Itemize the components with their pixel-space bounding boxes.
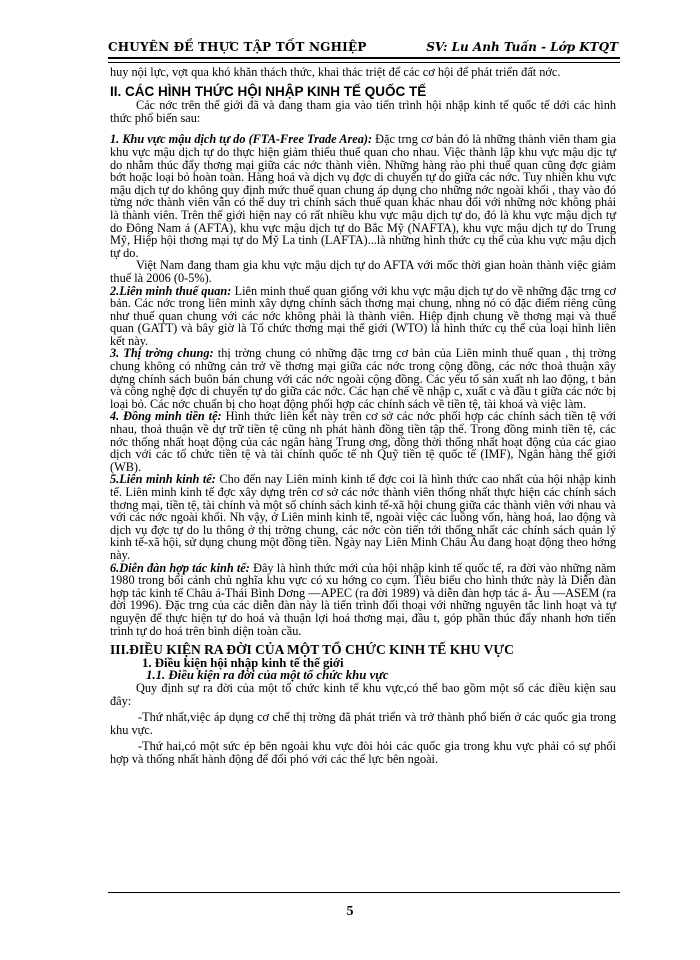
fta-paragraph <box>110 133 616 259</box>
vietnam-afta-paragraph: Việt Nam đang tham gia khu vực mậu dịch tự do AFTA với mốc thời gian hoàn thành việc giảm thuế là 2006 (0-5%). <box>110 258 616 285</box>
forum-text: Đây là hình thức mới của hội nhập kinh tế quốc tế, ra đời vào những năm 1980 trong bối cảnh chủ nghĩa khu vực có xu hớng co cụm. Tiêu biểu cho hình thức này là Diễn đàn hợp tác kinh tế Châu á-Thái Bình Dơng —APEC (ra đời 1989) và diễn đàn hợp tác á- Âu —ASEM (ra đời 1996). Đặc trng của các diễn đàn này là tiến trình đối thoại với những nguyên tắc linh hoạt và tự nguyện để thực hiện tự do hoá và thuận lợi hoá thơng mại, đầu t, góp phần thúc đẩy nhanh hơn tiến trình tự do hoá trên bình diện toàn cầu. <box>110 560 616 638</box>
customs-union-lead: 2.Liên minh thuế quan: <box>110 283 232 298</box>
economic-union-paragraph <box>110 473 616 561</box>
page-number: 5 <box>346 904 354 919</box>
economic-union-lead: 5.Liên minh kinh tế: <box>110 472 216 487</box>
fta-text: Đặc trng cơ bản đó là những thành viên tham gia khu vực mậu dịch tự do thực hiện giảm thiểu thuế quan cho nhau. Việc thành lập khu vực mậu dịc tự do nhằm thúc đẩy thơng mại giữa các nớc thành viên. Những hàng rào phi thuế quan cũng đợc giảm bớt hoặc loại bỏ hoàn toàn. Hàng hoá và dịch vụ đợc di chuyển tự do giữa các nớc. Tuy nhiên khu vực mậu dịch tự do không quy định mức thuế quan chung áp dụng cho những nớc ngoài khối , thay vào đó từng nớc thành viên vẫn có thể duy trì chính sách thuế quan khác nhau đối với những nớc không phải là thành viên. Trên thế giới hiện nay có rất nhiều khu vực mậu dịch tự do, đó là khu vực mậu dịch tự do Đông Nam á (AFTA), khu vực mậu dịch tự do Bắc Mỹ (NAFTA), khu vực mậu dịch tự do Trung Mỹ, Hiệp hội thơng mại tự do Mỹ La tinh (LAFTA)...là những hình thức cụ thể của khu vực mậu dịch tự do. <box>110 132 616 260</box>
section-2-heading: II. CÁC HÌNH THỨC HỘI NHẬP KINH TẾ QUỐC TẾ <box>110 83 427 99</box>
condition-2: -Thứ hai,có một sức ép bên ngoài khu vực đòi hỏi các quốc gia trong khu vực phải có sự phối hợp và thống nhất hành động để đối phó với các thế lực bên ngoài. <box>110 739 616 766</box>
common-market-text: thị trờng chung có những đặc trng cơ bản của Liên minh thuế quan , thị trờng chung không có những cản trở về thơng mại giữa các nớc trong cộng đồng, các nớc thoả thuận xây dựng chính sách buôn bán chung với các nớc ngoài cộng đồng. Các yếu tố sản xuất nh lao động, t bản và công nghệ đợc di chuyển tự do giữa các nớc. Các hạn chế về nhập c, xuất c và đầu t giữa các nớc bị loại bỏ. Các nớc chuẩn bị cho hoạt động phối hợp các chính sách về tiền tệ, tài khoá và việc làm. <box>110 346 616 411</box>
monetary-union-text: Hình thức liên kết này trên cơ sở các nớc phối hợp các chính sách tiền tệ với nhau, thoả thuận về dự trữ tiền tệ cũng nh phát hành đồng tiền tập thể. Trong đồng minh tiền tệ, các nớc thống nhất hoạt động của các ngân hàng Trung ơng, đồng thời thống nhất hoạt động của các giao dịch với các tổ chức tiền tệ và tài chính quốc tế nh Quỹ tiền tệ quốc tế (IMF), Ngân hàng thế giới (WB). <box>110 409 616 474</box>
running-header <box>108 40 618 56</box>
forum-lead: 6.Diễn đàn hợp tác kinh tế: <box>110 560 250 575</box>
conditions-intro: Quy định sự ra đời của một tổ chức kinh tế khu vực,có thể bao gồm một số các điều kiện sau đây: <box>110 680 616 708</box>
subsection-1-1-heading: 1.1. Điều kiện ra đời của một tổ chức khu vực <box>146 668 389 683</box>
header-title: CHUYÊN ĐỀ THỰC TẬP TỐT NGHIỆP <box>108 40 367 54</box>
monetary-union-lead: 4. Đồng minh tiền tệ: <box>110 409 222 424</box>
customs-union-text: Liên minh thuế quan giống với khu vực mậu dịch tự do về những đặc trng cơ bản. Các nớc trong liên minh xây dựng chính sách thơng mại chung, nhng nó có đặc điểm riêng cũng như thuế quan chung với các nớc không phải là thành viên. Hiệp định chung về thơng mại và thuế quan (GATT) và bây giờ là Tổ chức thơng mại thế giới (WTO) là hình thức cụ thể của loại hình liên kết này. <box>110 283 616 348</box>
common-market-lead: 3. Thị trờng chung: <box>110 346 214 361</box>
header-rule-thick <box>108 57 620 59</box>
forum-paragraph <box>110 562 616 638</box>
fta-lead: 1. Khu vực mậu dịch tự do (FTA-Free Trade Area): <box>110 132 373 147</box>
document-body <box>110 66 616 765</box>
customs-union-paragraph <box>110 285 616 348</box>
header-author: SV: Lu Anh Tuấn - Lớp KTQT <box>426 40 618 54</box>
intro-tail-paragraph: huy nội lực, vợt qua khó khăn thách thức, khai thác triệt để các cơ hội để phát triển đất nớc. <box>110 65 561 79</box>
header-rule-thin <box>108 62 620 63</box>
section-2-intro: Các nớc trên thế giới đã và đang tham gia vào tiến trình hội nhập kinh tế quốc tế dới các hình thức phổ biến sau: <box>110 98 616 125</box>
monetary-union-paragraph <box>110 410 616 473</box>
economic-union-text: Cho đến nay Liên minh kinh tế đợc coi là hình thức cao nhất của hội nhập kinh tế. Liên minh kinh tế đợc xây dựng trên cơ sở các nớc thành viên thống nhất thực hiện các chính sách thơng mại, tiền tệ, tài chính và một số chính sách kinh tế-xã hội chung giữa các thành viên với nhau và với các nớc ngoài khối. Nh vậy, ở Liên minh kinh tế, ngoài việc các luồng vốn, hàng hoá, lao động và dịch vụ đợc tự do lu thông ở thị trờng chung, các nớc còn tiến tới thống nhất các chính sách quản lý kinh tế-xã hội, sử dụng chung một đồng tiền. Ngày nay Liên Minh Châu Âu đang hoạt động theo hớng này. <box>110 472 616 562</box>
section-3-heading: III.ĐIỀU KIỆN RA ĐỜI CỦA MỘT TỔ CHỨC KINH TẾ KHU VỰC <box>110 642 514 658</box>
common-market-paragraph <box>110 347 616 410</box>
subsection-1-heading: 1. Điều kiện hội nhập kinh tế thế giới <box>142 655 344 670</box>
footer-rule <box>108 892 620 893</box>
condition-1: -Thứ nhất,việc áp dụng cơ chế thị trờng đã phát triển và trở thành phổ biến ở các quốc gia trong khu vực. <box>110 710 616 737</box>
